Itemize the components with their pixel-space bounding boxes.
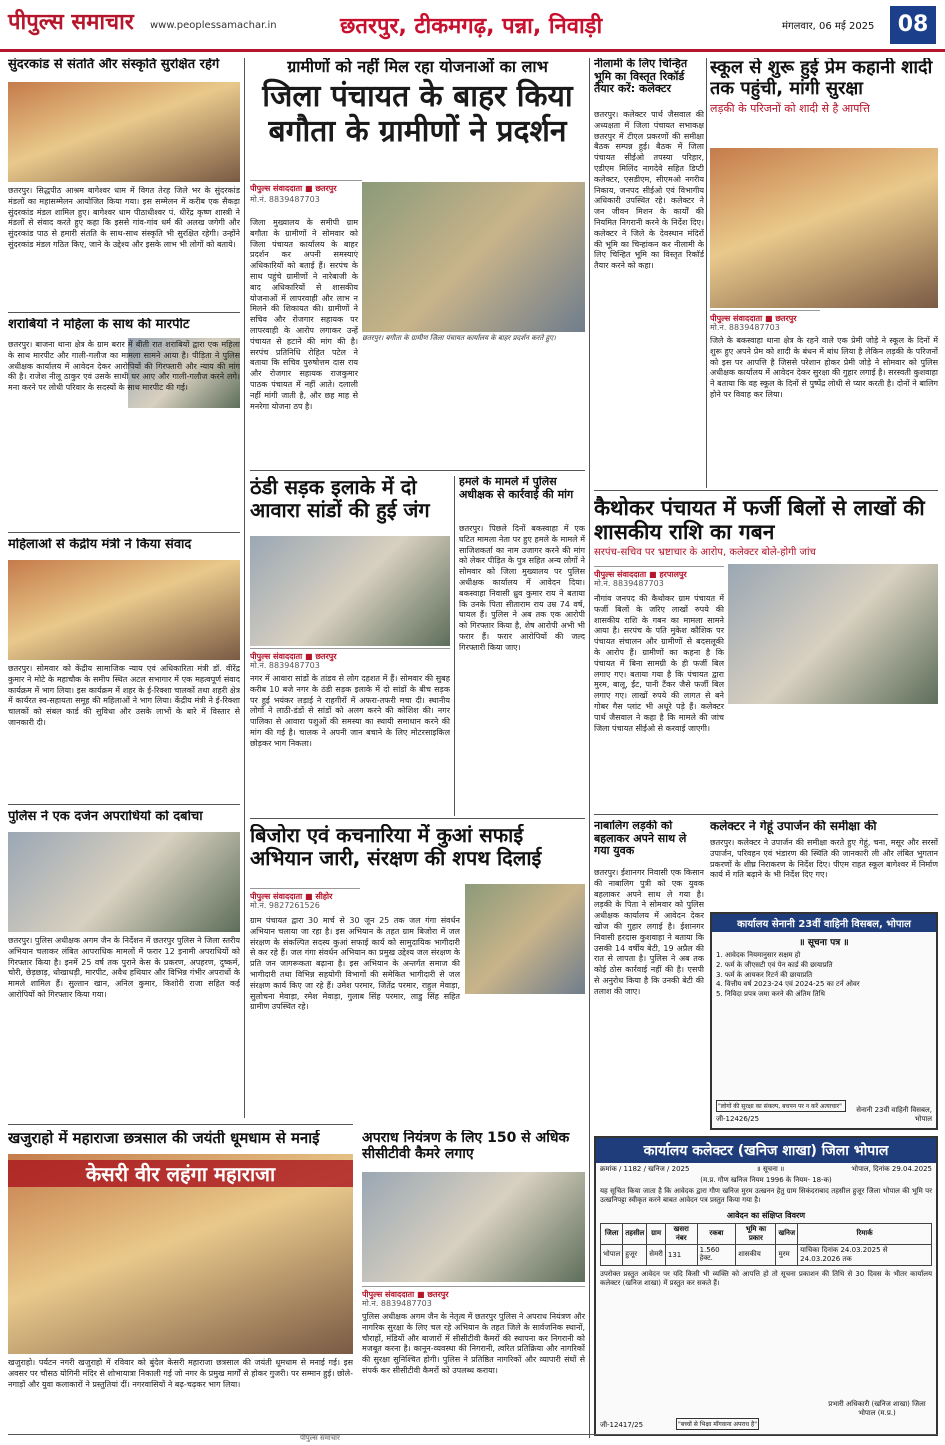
- headline: अपराध नियंत्रण के लिए 150 से अधिक सीसीटीवी कैमरे लगाए: [362, 1130, 570, 1163]
- subheadline: सरपंच-सचिव पर भ्रष्टाचार के आरोप, कलेक्टर बोले-होगी जांच: [594, 547, 816, 559]
- table-cell: हुजूर: [623, 1244, 647, 1265]
- table-cell: मुरम: [776, 1244, 798, 1265]
- article-nilami: [594, 58, 704, 488]
- notice-signature: सेनानी 23वीं वाहिनी विसबल, भोपाल: [856, 1106, 932, 1123]
- headline: ठंडी सड़क इलाके में दो आवारा सांडों की हुई जंग: [250, 476, 430, 522]
- article-kuan: [250, 824, 585, 1124]
- headline: कैथोकर पंचायत में फर्जी बिलों से लाखों की शासकीय राशि का गबन: [594, 496, 925, 545]
- page-number: 08: [890, 6, 936, 44]
- photo-construction: [728, 564, 938, 704]
- headline: स्कूल से शुरू हुई प्रेम कहानी शादी तक पहुंची, मांगी सुरक्षा: [710, 58, 933, 99]
- mobile-number: मो.नं. 8839487703: [362, 1299, 432, 1308]
- article-nabalig: [594, 820, 704, 1130]
- lead-kicker: ग्रामीणों को नहीं मिल रहा योजनाओं का लाभ: [287, 58, 548, 76]
- newspaper-logo: पीपुल्स समाचार: [8, 9, 134, 35]
- article-body: छतरपुर। पिछले दिनों बकस्वाहा में एक घटित मामला नेता पर हुए हमले के मामले में साजिशकर्ता का नाम उजागर करने की मांग को लेकर पीड़ित के पुत्र सहित अन्य लोगों ने सोमवार को जिला मुख्यालय पर पुलिस अधीक्षक कार्यालय में आवेदन दिया। बकस्वाहा निवासी ध्रुव कुमार राय ने बताया कि उनके पिता सीताराम राय उम्र 74 वर्ष, घायल हैं। पुलिस ने अब तक एक आरोपी को गिरफ्तार किया है, शेष आरोपी अभी भी फरार हैं। फरार आरोपियों की जल्द गिरफ्तारी किया जाए।: [459, 524, 585, 652]
- notice-head: कार्यालय सेनानी 23वीं वाहिनी विसबल, भोपाल: [712, 914, 936, 932]
- mobile-number: मो.नं. 8839487703: [594, 579, 664, 588]
- notice-slogan: "बच्चों से भिक्षा माँगवाना अपराध है": [676, 1418, 759, 1430]
- article-body: जिले के बकस्वाहा थाना क्षेत्र के रहने वाले एक प्रेमी जोड़े ने स्कूल के दिनों में शुरू हुए अपने प्रेम को शादी के बंधन में बांध लिया है लेकिन लड़की के परिजनों को इस पर आपत्ति है जिससे परेशान होकर प्रेमी जोड़े ने सोमवार को पुलिस अधीक्षक कार्यालय में आवेदन देकर सुरक्षा की गुहार लगाई है। सरस्वती कुशवाहा ने बताया कि वह स्कूल के दिनों से पुष्पेंद्र लोधी से प्यार करती है। दोनों ने बालिग होने पर विवाह कर लिया।: [710, 336, 938, 399]
- col-header: खसरा नंबर: [665, 1223, 697, 1244]
- headline: नाबालिग लड़की को बहलाकर अपने साथ ले गया युवक: [594, 820, 687, 858]
- article-body: ग्राम पंचायत द्वारा 30 मार्च से 30 जून 25 तक जल गंगा संवर्धन अभियान चलाया जा रहा है। इस अभियान के तहत ग्राम बिजोरा में जल संरक्षण के संकल्पित सदस्य कुआं सफाई कार्य को सामुदायिक भागीदारी से कर रहे हैं। जल गंगा संवर्धन अभियान का प्रमुख उद्देश्य जल संरक्षण के प्रति जन जागरूकता बढ़ाना है। इस अभियान के अन्तर्गत समाज की भागीदारी तथा विभिन्न सहयोगी विभागों की समेकित भागीदारी से जल संरक्षण कार्य किए जा रहे हैं। उमेश परमार, जितेंद्र परमार, राहुल मेवाड़ा, सुलोचना मेवाड़ा, रमेश मेवाड़ा, गुलाब सिंह परमार, लाडु सिंह सहित ग्रामीण उपस्थित रहे।: [250, 916, 460, 1012]
- headline: खजुराहो में महाराजा छत्रसाल की जयंती धूमधाम से मनाई: [8, 1130, 320, 1147]
- lead-body: जिला मुख्यालय के समीपी ग्राम बगौता के ग्रामीणों ने सोमवार को जिला पंचायत कार्यालय के बाहर प्रदर्शन कर अपनी समस्याएं अधिकारियों को बताई हैं। सरपंच के साथ पहुंचे ग्रामीणों ने नारेबाजी के बाद अधिकारियों से शासकीय योजनाओं में लापरवाही और लाभ न मिलने की शिकायत की। ग्रामीणों ने सचिव और रोजगार सहायक पर लापरवाही के आरोप लगाकर उन्हें पंचायत से हटाने की मांग की है। सरपंच प्रतिनिधि रोहित पटेल ने बताया कि सचिव पुरुषोत्तम दास राय और रोजगार सहायक राजकुमार पाठक पंचायत में नहीं आते। दलाली नहीं मांगी जाती है, और छह माह से मनरेगा योजना ठप है।: [250, 218, 358, 411]
- masthead: [0, 0, 945, 52]
- notice-item: 2. फर्म के जीएसटी एवं पेन कार्ड की छायाप्रति: [716, 960, 833, 969]
- headline: शराबियों ने महिला के साथ की मारपीट: [8, 318, 190, 332]
- photo-couple: [710, 148, 938, 308]
- article-hamla: [459, 476, 585, 816]
- article-body: खजुराहो। पर्यटन नगरी खजुराहो में रविवार को बुंदेल केसरी महाराजा छत्रसाल की जयंती धूमधाम से मनाई गई। इस अवसर पर चौसठ योगिनी मंदिर से शोभायात्रा निकाली गई जो नगर के प्रमुख मार्गों से होकर गुजरी। पर सम्मान हुई। छोले-नगाड़ों और युवा कलाकारों ने प्रस्तुतियां दीं। नगरवासियों ने बढ़-चढ़कर भाग लिया।: [8, 1358, 353, 1389]
- article-body: नौगांव जनपद की कैथोकर ग्राम पंचायत में फर्जी बिलों के जरिए लाखों रुपये की शासकीय राशि के गबन का मामला सामने आया है। सरपंच के पति मुकेश कौशिक पर पंचायत संचालन और ग्रामीणों से बदसलूकी के आरोप हैं। ग्रामीणों का कहना है कि पंचायत में बिना सामग्री के ही फर्जी बिल लगाए गए। बताया गया है कि पंचायत द्वारा मुरम, बालू, ईंट, पानी टैंकर जैसे फर्जी बिल लगाए गए। लाखों रुपये की लागत से बने गोबर गैस प्लांट भी अधूरे पड़े हैं। कलेक्टर पार्थ जैसवाल ने कहा है कि मामले की जांच जिला पंचायत सीईओ से करवाई जाएगी।: [594, 594, 724, 733]
- notice-slogan: "लोगों की सुरक्षा का संकल्प, बचपन पर न करें अत्याचार": [716, 1100, 846, 1112]
- byline: पीपुल्स संवाददाता ■ सीहोर: [250, 888, 360, 902]
- article-sand: [250, 476, 450, 816]
- website-url[interactable]: www.peoplessamachar.in: [150, 20, 277, 31]
- notice-body: यह सूचित किया जाता है कि आवेदक द्वारा गौण खनिज मुरम उत्खनन हेतु ग्राम सिकंदराबाद तहसील हुजूर जिला भोपाल की भूमि पर उत्खनिपट्टा स्वीकृत करने बाबत आवेदन पत्र प्रस्तुत किया गया है।: [600, 1187, 932, 1205]
- article-body: छतरपुर। सोमवार को केंद्रीय सामाजिक न्याय एवं अधिकारिता मंत्री डॉ. वीरेंद्र कुमार ने मोटे के महाचौक के समीप स्थित अटल सभागार में एक महत्वपूर्ण संवाद कार्यक्रम में भाग लिया। इस कार्यक्रम में शहर के ई-रिक्शा चालकों तथा शहरी क्षेत्र में कार्यरत स्व-सहायता समूह की महिलाओं ने भाग लिया। केंद्रीय मंत्री ने ई-रिक्शा चालकों को संबल कार्ड की सुविधा और उसके लाभों के बारे में विस्तार से जानकारी दी।: [8, 664, 240, 727]
- notice-refdate: भोपाल, दिनांक 29.04.2025: [851, 1165, 932, 1173]
- article-body: छतरपुर। ईशानगर निवासी एक किसान की नाबालिग पुत्री को एक युवक बहलाकर अपने साथ ले गया है। लड़की के पिता ने सोमवार को पुलिस अधीक्षक कार्यालय में आवेदन देकर खोज की गुहार लगाई है। ईशानगर निवासी हरदास कुशवाहा ने बताया कि उसकी 14 वर्षीय बेटी, 19 अप्रैल की रात से लापता है। पुलिस ने अब तक कोई ठोस कार्रवाई नहीं की है। एसपी से अनुरोध किया है कि उनकी बेटी की तलाश की जाए।: [594, 868, 704, 996]
- col-header: खनिज: [776, 1223, 798, 1244]
- article-body: छतरपुर। पुलिस अधीक्षक अगम जैन के निर्देशन में छतरपुर पुलिस ने जिला स्तरीय अभियान चलाकर लंबित आपराधिक मामलों में फरार 12 इनामी अपराधियों को गिरफ्तार किया है। इनमें 25 वर्ष तक पुराने केस के प्रकरण, अपहरण, दुष्कर्म, चोरी, छेड़छाड़, धोखाधड़ी, मारपीट, अवैध हथियार और विभिन्न गंभीर अपराधों के मामले शामिल हैं। सुल्तान खान, अनिल कुमार, किशोरी राजा सहित कई आरोपियों को गिरफ्तार किया गया।: [8, 936, 240, 999]
- article-cctv: [362, 1130, 585, 1430]
- subheadline: लड़की के परिजनों को शादी से है आपत्ति: [710, 102, 870, 116]
- article-sharabi: [8, 318, 240, 528]
- table-cell: शासकीय: [736, 1244, 776, 1265]
- notice-title: ॥ सूचना ॥: [756, 1165, 785, 1173]
- table-cell: 1.560 हेक्ट.: [697, 1244, 736, 1265]
- notice-item: 1. आवेदक नियमानुसार सक्षम हो: [716, 951, 801, 959]
- col-header: भूमि का प्रकार: [736, 1223, 776, 1244]
- notice-head: कार्यालय कलेक्टर (खनिज शाखा) जिला भोपाल: [596, 1138, 936, 1163]
- headline: सुंदरकांड से संतति और संस्कृति सुरक्षित रहेंगे: [8, 58, 220, 72]
- notice-table: [600, 1223, 932, 1266]
- headline: कलेक्टर ने गेहूं उपार्जन की समीक्षा की: [710, 820, 877, 833]
- notice-item: 5. निविदा प्रपत्र जमा करने की अंतिम तिथि: [716, 990, 825, 999]
- col-header: रकबा: [697, 1223, 736, 1244]
- article-prem: [710, 58, 938, 488]
- headline: पुलिस ने एक दर्जन अपराधियों को दबोचा: [8, 810, 203, 824]
- notice-ref: जी-12426/25: [716, 1115, 760, 1123]
- headline: हमले के मामले में पुलिस अधीक्षक से कार्रवाई की मांग: [459, 476, 574, 501]
- notice-refno: क्रमांक / 1182 / खनिज / 2025: [600, 1165, 690, 1173]
- headline: महिलाओं से केंद्रीय मंत्री ने किया संवाद: [8, 538, 192, 552]
- issue-date: मंगलवार, 06 मई 2025: [782, 21, 875, 32]
- article-sundarkand: [8, 58, 240, 310]
- notice-rule: (म.प्र. गौण खनिज नियम 1996 के नियम- 18-क): [700, 1176, 832, 1184]
- notice-title: ॥ सूचना पत्र ॥: [799, 938, 849, 948]
- article-body: नगर में आवारा सांडों के तांडव से लोग दहशत में हैं। सोमवार की सुबह करीब 10 बजे नगर के ठंडी सड़क इलाके में दो सांडों के बीच सड़क पर हुई भयंकर लड़ाई ने राहगीरों में अफरा-तफरी मचा दी। स्थानीय लोगों ने लाठी-डंडों से सांडों को अलग करने की कोशिश की। नगर पालिका से आवारा पशुओं की समस्या का स्थायी समाधान करने की मांग की गई है। चालक ने अपनी जान बचाने के लिए मोटरसाइकिल छोड़कर भाग निकला।: [250, 674, 450, 748]
- banner-text: केसरी वीर लहंगा महाराजा: [8, 1160, 353, 1187]
- footer-brand: पीपुल्स समाचार: [300, 1434, 340, 1442]
- notice-senani: [710, 912, 938, 1130]
- photo-arrested: [8, 832, 240, 932]
- photo-cctv: [362, 1172, 585, 1282]
- mobile-number: मो.नं. 8839487703: [250, 661, 320, 670]
- table-cell: सेमरी: [647, 1244, 666, 1265]
- article-body: छतरपुर। सिद्धपीठ आश्रम बागेश्वर धाम में विगत तेरह जिले भर के सुंदरकांड मंडलों का महासम्मेलन आयोजित किया गया। इस सम्मेलन में करीब एक सैकड़ा सुंदरकांड मंडल शामिल हुए। बागेश्वर धाम पीठाधीश्वर पं. धीरेंद्र कृष्ण शास्त्री ने मंडलों से संवाद करते हुए कहा कि इससे गांव-गांव धर्म की अलख जगेगी और सुंदरकांड पाठ से हमारी संतति के साथ-साथ संस्कृति भी सुरक्षित रहेगी। उन्होंने सुंदरकांड मंडल गठित किए, जाने के उद्देश्य और इसके लाभ भी लोगों को बताये।: [8, 186, 240, 249]
- col-header: ग्राम: [647, 1223, 666, 1244]
- col-header: तहसील: [623, 1223, 647, 1244]
- photo-jayanti: [8, 1154, 353, 1354]
- article-kaithokar: [594, 496, 938, 812]
- byline: पीपुल्स संवाददाता ■ छतरपुर: [362, 1286, 585, 1300]
- photo-protest: [362, 182, 585, 332]
- article-mantri: [8, 538, 240, 800]
- table-cell: भोपाल: [601, 1244, 623, 1265]
- col-header: रिमार्क: [798, 1223, 932, 1244]
- notice-table-title: आवेदन का संक्षिप्त विवरण: [726, 1210, 806, 1220]
- notice-khanij: [594, 1136, 938, 1436]
- lead-headline: जिला पंचायत के बाहर किया बगौता के ग्रामीणों ने प्रदर्शन: [262, 79, 573, 149]
- article-body: छतरपुर। कलेक्टर ने उपार्जन की समीक्षा करते हुए गेहूं, चना, मसूर और सरसों उपार्जन, परिवहन एवं भंडारण की स्थिति की जानकारी ली और लंबित भुगतान प्रकरणों के शीघ्र निराकरण के निर्देश दिए। पीएम राहत स्कूल बागेश्वर में निर्माण कार्य में गति बढ़ाने के भी निर्देश दिए गए।: [710, 838, 938, 880]
- article-gehun: [710, 820, 938, 910]
- headline: नीलामी के लिए चिन्हित भूमि का विस्तृत रिकॉर्ड तैयार करें: कलेक्टर: [594, 58, 688, 96]
- mobile-number: मो.नं. 8839487703: [710, 323, 780, 332]
- photo-sundarkand: [8, 82, 240, 182]
- byline: पीपुल्स संवाददाता ■ हरपालपुर: [594, 566, 724, 580]
- photo-well: [465, 884, 585, 994]
- section-title: छतरपुर, टीकमगढ़, पन्ना, निवाड़ी: [340, 14, 603, 39]
- photo-caption: छतरपुर। बगौता के ग्रामीण जिला पंचायत कार्यालय के बाहर प्रदर्शन करते हुए।: [362, 334, 556, 342]
- notice-ref: जी-12417/25: [600, 1421, 644, 1429]
- notice-item: 4. वित्तीय वर्ष 2023-24 एवं 2024-25 का टर्न ओवर: [716, 980, 860, 989]
- article-police: [8, 810, 240, 1118]
- col-header: जिला: [601, 1223, 623, 1244]
- article-chhatrasal: [8, 1130, 353, 1430]
- notice-footer: उपरोक्त प्रस्तुत आवेदन पर यदि किसी भी व्यक्ति को आपत्ति हो तो सूचना प्रकाशन की तिथि से 30 दिवस के भीतर कार्यालय कलेक्टर (खनिज शाखा) में प्रस्तुत कर सकते हैं।: [600, 1269, 932, 1288]
- notice-signature: प्रभारी अधिकारी (खनिज शाखा) जिला भोपाल (म.प्र.): [828, 1400, 926, 1417]
- photo-bulls: [250, 536, 450, 646]
- article-body: छतरपुर। बाजना थाना क्षेत्र के ग्राम बरार में बीती रात शराबियों द्वारा एक महिला के साथ मारपीट और गाली-गलौज का मामला सामने आया है। पीड़िता ने पुलिस अधीक्षक कार्यालय में आवेदन देकर आरोपियों की गिरफ्तारी और न्याय की मांग की है। राजेश नीलू ठाकुर एवं उसके साथी घर आए और गाली-गलौज करने लगे। मना करने पर लोधी परिवार के सदस्यों के साथ मारपीट की गई।: [8, 340, 240, 393]
- table-cell: 131: [665, 1244, 697, 1265]
- photo-samvad: [8, 560, 240, 660]
- mobile-number: मो.नं. 9827261526: [250, 901, 320, 910]
- byline: पीपुल्स संवाददाता ■ छतरपुर: [710, 310, 820, 324]
- lead-article: [250, 58, 585, 498]
- byline: पीपुल्स संवाददाता ■ छतरपुर: [250, 180, 362, 194]
- article-body: छतरपुर। कलेक्टर पार्थ जैसवाल की अध्यक्षता में जिला पंचायत सभाकक्ष छतरपुर में टीएल प्रकरणों की समीक्षा बैठक सम्पन्न हुई। बैठक में जिला पंचायत सीईओ तपस्या परिहार, एडीएम मिलिंद नागदेवे सहित डिप्टी कलेक्टर, एसडीएम, सीएमओ नगरीय निकाय, जनपद सीईओ एवं विभागीय अधिकारी उपस्थित रहे। कलेक्टर ने जन जीवन मिशन के कार्यों की नियमित निगरानी करने के निर्देश दिए। कलेक्टर ने जिले के देवस्थान मंदिरों की भूमि का चिन्हांकन कर नीलामी के लिए चिन्हित भूमि का विस्तृत रिकॉर्ड तैयार करने को कहा।: [594, 110, 704, 271]
- byline: पीपुल्स संवाददाता ■ छतरपुर: [250, 648, 450, 662]
- mobile-number: मो.नं. 8839487703: [250, 195, 320, 204]
- headline: बिजोरा एवं कचनारिया में कुआं सफाई अभियान जारी, संरक्षण की शपथ दिलाई: [250, 824, 542, 870]
- article-body: पुलिस अधीक्षक अगम जैन के नेतृत्व में छतरपुर पुलिस ने अपराध नियंत्रण और नागरिक सुरक्षा के लिए चल रहे अभियान के तहत जिले के सार्वजनिक स्थानों, चौराहों, मंडियों और बाजारों में सीसीटीवी कैमरों की स्थापना कर निगरानी को मजबूत करना है। कानून-व्यवस्था की निगरानी, त्वरित प्रतिक्रिया और नागरिकों की सुरक्षा सुनिश्चित होगी। पुलिस ने प्रतिष्ठित नागरिकों और व्यापारी संघों से संपर्क कर सीसीटीवी कैमरों को उपलब्ध कराया।: [362, 1312, 585, 1375]
- notice-item: 3. फर्म के आयकर रिटर्न की छायाप्रति: [716, 970, 813, 979]
- table-cell: याचिका दिनांक 24.03.2025 से 24.03.2026 तक: [798, 1244, 932, 1265]
